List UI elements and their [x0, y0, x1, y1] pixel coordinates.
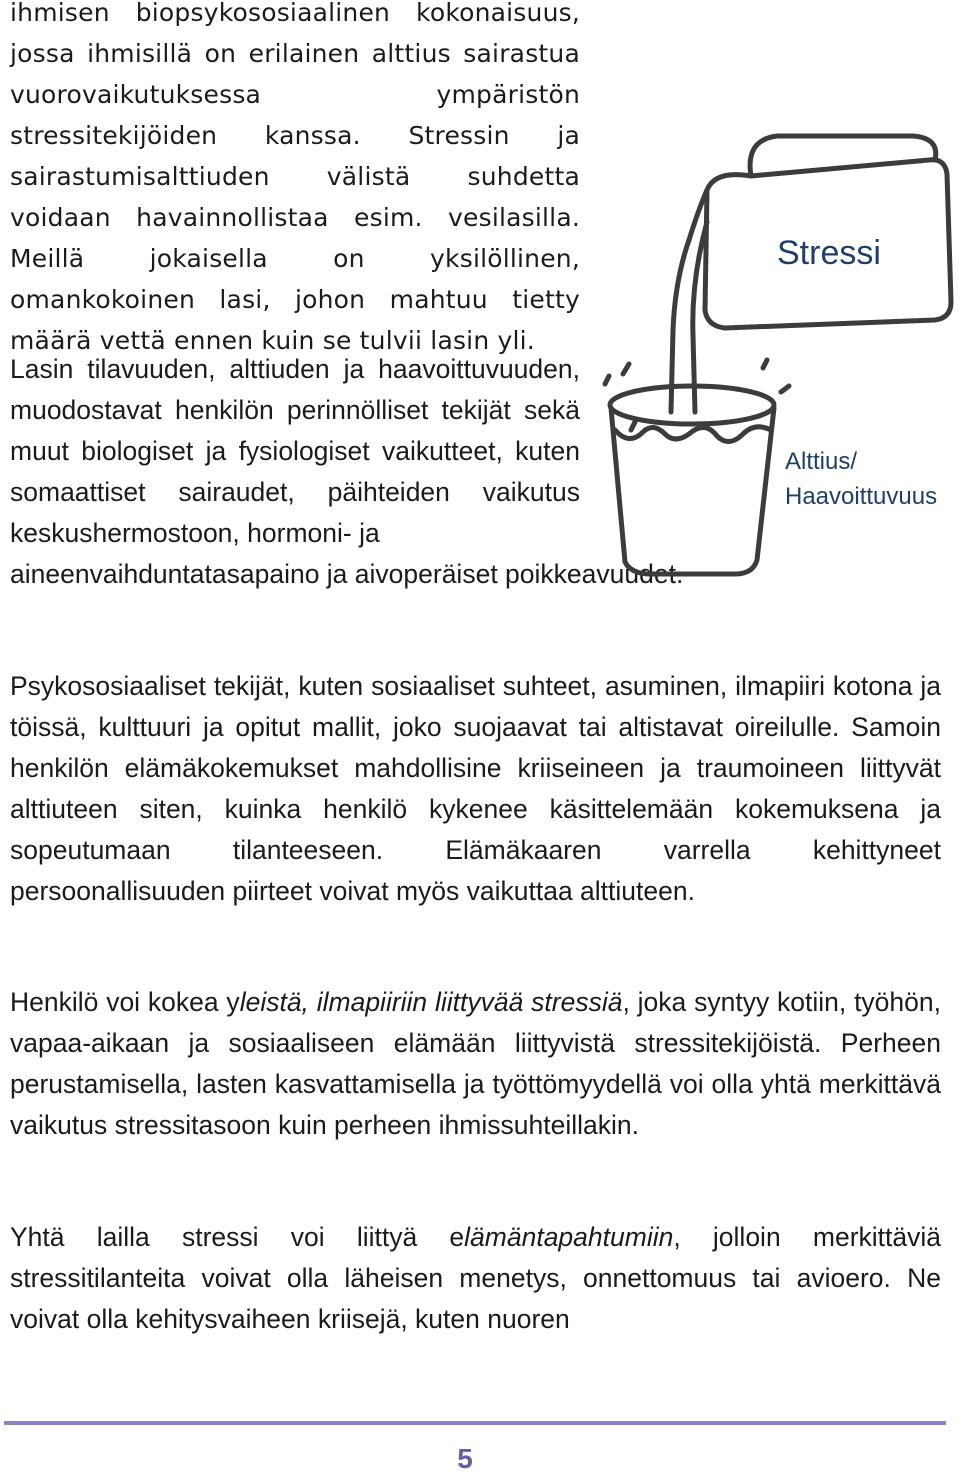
water-wave-icon [615, 427, 771, 442]
intro-paragraph: ihmisen biopsykososiaalinen kokonaisuus, jossa ihmisillä on erilainen alttius sairastua vuorovaikutuksessa ympäristön stressitekijöiden kanssa. Stressin ja sairastumisalttiuden välistä suhdetta voidaan havainnollistaa esim. vesilasilla. Meillä jokaisella on yksilöllinen, omankokoinen lasi, johon mahtuu tietty määrä vettä ennen kuin se tulvii lasin yli. [10, 0, 580, 355]
life-events-text-end: , jolloin merkittäviä stressitilanteita voivat olla läheisen menetys, onnettomuus tai avioero. Ne voivat olla kehitysvaiheen kriisejä, kuten nuoren [10, 1222, 942, 1334]
general-stress-italic: leistä, ilmapiiriin liittyvää stressiä [239, 987, 623, 1017]
psychosocial-factors-paragraph: Psykososiaaliset tekijät, kuten sosiaaliset suhteet, asuminen, ilmapiiri kotona ja töissä, kulttuuri ja opitut mallit, joko suojaavat tai altistavat oireilulle. Samoin henkilön elämäkokemukset mahdollisine kriiseineen ja traumoineen liittyvät alttiuteen siten, kuinka henkilö kykenee käsittelemään kokemuksena ja sopeutumaan tilanteeseen. Elämäkaaren varrella kehittyneet persoonallisuuden piirteet voivat myös vaikuttaa alttiuteen. [10, 671, 941, 906]
jug-lip-icon [689, 175, 751, 240]
jug-label: Stressi [777, 234, 881, 272]
stress-glass-illustration [595, 130, 960, 580]
life-events-text-start: Yhtä lailla stressi voi liittyä e [10, 1222, 465, 1252]
biological-factors-paragraph [10, 349, 684, 595]
life-events-paragraph [10, 1217, 941, 1340]
general-stress-paragraph [10, 982, 941, 1146]
biological-factors-last-line: aineenvaihduntatasapaino ja aivoperäiset poikkeavuudet. [10, 559, 684, 589]
biological-factors-text: Lasin tilavuuden, alttiuden ja haavoittuvuuden, muodostavat henkilön perinnölliset tekijät sekä muut biologiset ja fysiologiset vaikutteet, kuten somaattiset sairaudet, päihteiden vaikutus keskushermostoon, hormoni- ja [10, 354, 580, 548]
footer-divider [4, 1421, 946, 1425]
general-stress-text-start: Henkilö voi kokea y [10, 987, 240, 1017]
life-events-italic: lämäntapahtumiin [464, 1222, 674, 1252]
page-number: 5 [457, 1443, 473, 1474]
glass-label-line1: Alttius/ [785, 448, 858, 475]
glass-label-line2: Haavoittuvuus [785, 483, 938, 510]
general-stress-text-end: , joka syntyy kotiin, työhön, vapaa-aikaan ja sosiaaliseen elämään liittyvistä stressitekijöistä. Perheen perustamisella, lasten kasvattamisella ja työttömyydellä voi olla yhtä merkittävä vaikutus stressitasoon kuin perheen ihmissuhteillakin. [10, 987, 941, 1140]
